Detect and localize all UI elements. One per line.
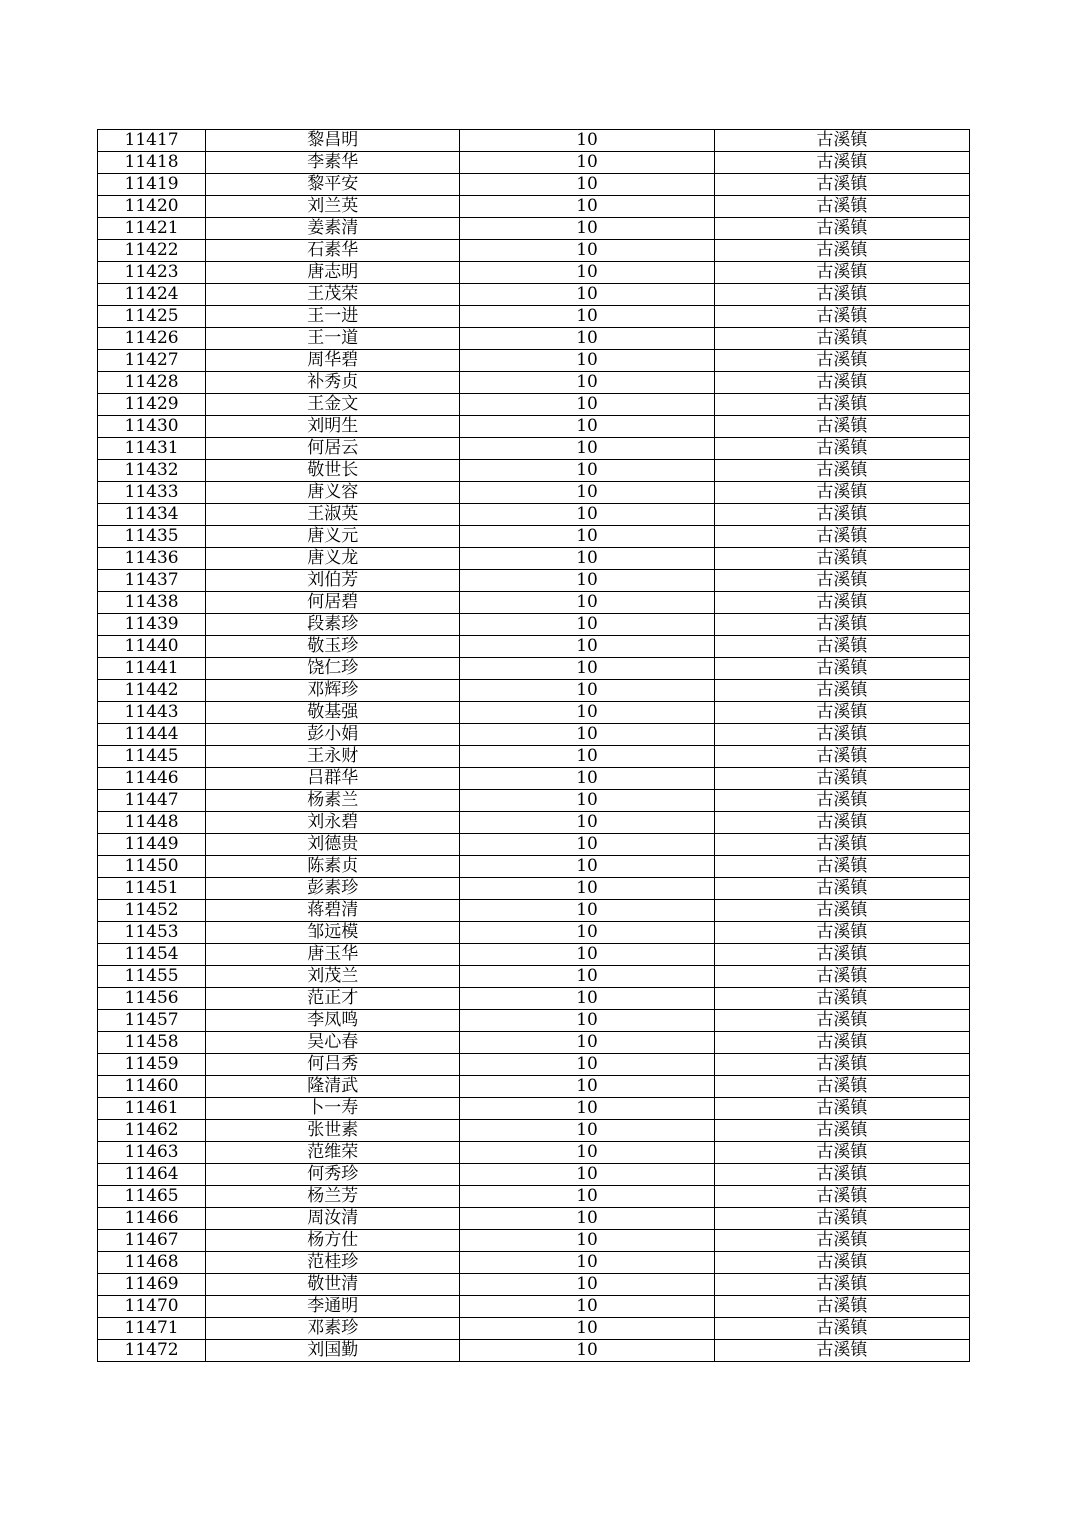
row-name-cell: 陈素贞 (206, 856, 460, 878)
row-town-cell: 古溪镇 (714, 834, 969, 856)
row-town-cell: 古溪镇 (714, 350, 969, 372)
table-row (98, 350, 970, 372)
row-amount-cell: 10 (460, 240, 714, 262)
row-id-cell: 11451 (98, 878, 206, 900)
table-row (98, 526, 970, 548)
table-row (98, 306, 970, 328)
row-town-cell: 古溪镇 (714, 768, 969, 790)
row-amount-cell: 10 (460, 196, 714, 218)
row-amount-cell: 10 (460, 350, 714, 372)
table-row (98, 1252, 970, 1274)
row-town-cell: 古溪镇 (714, 1252, 969, 1274)
row-id-cell: 11462 (98, 1120, 206, 1142)
row-id-cell: 11472 (98, 1340, 206, 1362)
row-id-cell: 11439 (98, 614, 206, 636)
table-row (98, 944, 970, 966)
row-town-cell: 古溪镇 (714, 130, 969, 152)
table-row (98, 460, 970, 482)
row-amount-cell: 10 (460, 1274, 714, 1296)
row-amount-cell: 10 (460, 328, 714, 350)
row-town-cell: 古溪镇 (714, 240, 969, 262)
row-amount-cell: 10 (460, 372, 714, 394)
row-id-cell: 11423 (98, 262, 206, 284)
row-name-cell: 黎平安 (206, 174, 460, 196)
row-name-cell: 王永财 (206, 746, 460, 768)
row-name-cell: 杨兰芳 (206, 1186, 460, 1208)
table-row (98, 130, 970, 152)
row-id-cell: 11440 (98, 636, 206, 658)
row-town-cell: 古溪镇 (714, 372, 969, 394)
row-id-cell: 11452 (98, 900, 206, 922)
row-town-cell: 古溪镇 (714, 570, 969, 592)
row-id-cell: 11461 (98, 1098, 206, 1120)
table-row (98, 1230, 970, 1252)
row-id-cell: 11447 (98, 790, 206, 812)
row-id-cell: 11418 (98, 152, 206, 174)
row-amount-cell: 10 (460, 1252, 714, 1274)
row-amount-cell: 10 (460, 592, 714, 614)
row-name-cell: 彭小娟 (206, 724, 460, 746)
table-row (98, 174, 970, 196)
row-id-cell: 11467 (98, 1230, 206, 1252)
table-row (98, 812, 970, 834)
row-amount-cell: 10 (460, 1098, 714, 1120)
row-id-cell: 11442 (98, 680, 206, 702)
row-id-cell: 11426 (98, 328, 206, 350)
row-id-cell: 11431 (98, 438, 206, 460)
table-row (98, 1296, 970, 1318)
row-name-cell: 刘兰英 (206, 196, 460, 218)
table-row (98, 196, 970, 218)
row-name-cell: 王淑英 (206, 504, 460, 526)
table-row (98, 592, 970, 614)
row-id-cell: 11430 (98, 416, 206, 438)
row-amount-cell: 10 (460, 636, 714, 658)
row-name-cell: 隆清武 (206, 1076, 460, 1098)
row-id-cell: 11470 (98, 1296, 206, 1318)
row-amount-cell: 10 (460, 1120, 714, 1142)
row-name-cell: 何吕秀 (206, 1054, 460, 1076)
row-amount-cell: 10 (460, 768, 714, 790)
row-id-cell: 11441 (98, 658, 206, 680)
row-name-cell: 张世素 (206, 1120, 460, 1142)
row-town-cell: 古溪镇 (714, 1274, 969, 1296)
row-town-cell: 古溪镇 (714, 1032, 969, 1054)
row-id-cell: 11443 (98, 702, 206, 724)
row-id-cell: 11417 (98, 130, 206, 152)
row-name-cell: 范桂珍 (206, 1252, 460, 1274)
row-town-cell: 古溪镇 (714, 174, 969, 196)
table-row (98, 240, 970, 262)
row-amount-cell: 10 (460, 1142, 714, 1164)
row-name-cell: 杨素兰 (206, 790, 460, 812)
row-id-cell: 11428 (98, 372, 206, 394)
row-name-cell: 邓素珍 (206, 1318, 460, 1340)
row-town-cell: 古溪镇 (714, 196, 969, 218)
row-amount-cell: 10 (460, 306, 714, 328)
row-id-cell: 11458 (98, 1032, 206, 1054)
table-body (98, 130, 970, 1362)
row-id-cell: 11420 (98, 196, 206, 218)
row-id-cell: 11471 (98, 1318, 206, 1340)
row-name-cell: 王一道 (206, 328, 460, 350)
row-id-cell: 11444 (98, 724, 206, 746)
row-name-cell: 敬基强 (206, 702, 460, 724)
row-id-cell: 11445 (98, 746, 206, 768)
row-id-cell: 11459 (98, 1054, 206, 1076)
row-amount-cell: 10 (460, 1032, 714, 1054)
row-town-cell: 古溪镇 (714, 394, 969, 416)
row-name-cell: 范维荣 (206, 1142, 460, 1164)
table-row (98, 548, 970, 570)
row-town-cell: 古溪镇 (714, 812, 969, 834)
row-id-cell: 11448 (98, 812, 206, 834)
table-row (98, 1010, 970, 1032)
row-town-cell: 古溪镇 (714, 922, 969, 944)
row-name-cell: 敬世清 (206, 1274, 460, 1296)
row-amount-cell: 10 (460, 1054, 714, 1076)
row-id-cell: 11435 (98, 526, 206, 548)
table-row (98, 768, 970, 790)
row-town-cell: 古溪镇 (714, 900, 969, 922)
row-name-cell: 吕群华 (206, 768, 460, 790)
row-amount-cell: 10 (460, 1010, 714, 1032)
row-name-cell: 刘明生 (206, 416, 460, 438)
row-name-cell: 姜素清 (206, 218, 460, 240)
row-town-cell: 古溪镇 (714, 1142, 969, 1164)
row-id-cell: 11432 (98, 460, 206, 482)
row-amount-cell: 10 (460, 878, 714, 900)
row-amount-cell: 10 (460, 702, 714, 724)
table-row (98, 438, 970, 460)
row-amount-cell: 10 (460, 944, 714, 966)
row-town-cell: 古溪镇 (714, 944, 969, 966)
table-row (98, 262, 970, 284)
table-row (98, 1318, 970, 1340)
table-row (98, 1098, 970, 1120)
row-id-cell: 11463 (98, 1142, 206, 1164)
row-amount-cell: 10 (460, 460, 714, 482)
row-amount-cell: 10 (460, 262, 714, 284)
table-row (98, 680, 970, 702)
row-amount-cell: 10 (460, 812, 714, 834)
table-row (98, 746, 970, 768)
row-id-cell: 11427 (98, 350, 206, 372)
row-id-cell: 11468 (98, 1252, 206, 1274)
row-town-cell: 古溪镇 (714, 1010, 969, 1032)
table-row (98, 570, 970, 592)
table-row (98, 394, 970, 416)
row-name-cell: 范正才 (206, 988, 460, 1010)
row-amount-cell: 10 (460, 1186, 714, 1208)
row-name-cell: 唐义容 (206, 482, 460, 504)
row-name-cell: 吴心春 (206, 1032, 460, 1054)
table-row (98, 482, 970, 504)
row-amount-cell: 10 (460, 504, 714, 526)
row-name-cell: 饶仁珍 (206, 658, 460, 680)
row-id-cell: 11457 (98, 1010, 206, 1032)
row-town-cell: 古溪镇 (714, 218, 969, 240)
table-row (98, 900, 970, 922)
row-id-cell: 11465 (98, 1186, 206, 1208)
table-row (98, 284, 970, 306)
row-town-cell: 古溪镇 (714, 702, 969, 724)
table-row (98, 218, 970, 240)
row-town-cell: 古溪镇 (714, 878, 969, 900)
table-row (98, 724, 970, 746)
row-name-cell: 刘伯芳 (206, 570, 460, 592)
recipient-table (97, 129, 970, 1362)
row-id-cell: 11456 (98, 988, 206, 1010)
table-row (98, 878, 970, 900)
row-name-cell: 何秀珍 (206, 1164, 460, 1186)
table-row (98, 416, 970, 438)
row-amount-cell: 10 (460, 1076, 714, 1098)
row-amount-cell: 10 (460, 988, 714, 1010)
row-id-cell: 11450 (98, 856, 206, 878)
row-amount-cell: 10 (460, 922, 714, 944)
row-town-cell: 古溪镇 (714, 1054, 969, 1076)
table-row (98, 1164, 970, 1186)
row-amount-cell: 10 (460, 614, 714, 636)
row-amount-cell: 10 (460, 1318, 714, 1340)
row-name-cell: 李凤鸣 (206, 1010, 460, 1032)
table-row (98, 1120, 970, 1142)
table-row (98, 1274, 970, 1296)
table-row (98, 856, 970, 878)
table-row (98, 790, 970, 812)
row-name-cell: 刘德贵 (206, 834, 460, 856)
row-id-cell: 11455 (98, 966, 206, 988)
row-town-cell: 古溪镇 (714, 262, 969, 284)
table-row (98, 834, 970, 856)
row-name-cell: 李通明 (206, 1296, 460, 1318)
row-amount-cell: 10 (460, 174, 714, 196)
row-id-cell: 11438 (98, 592, 206, 614)
row-town-cell: 古溪镇 (714, 1120, 969, 1142)
row-town-cell: 古溪镇 (714, 1318, 969, 1340)
row-amount-cell: 10 (460, 152, 714, 174)
row-town-cell: 古溪镇 (714, 416, 969, 438)
row-name-cell: 唐义龙 (206, 548, 460, 570)
row-name-cell: 唐玉华 (206, 944, 460, 966)
row-name-cell: 石素华 (206, 240, 460, 262)
row-amount-cell: 10 (460, 966, 714, 988)
row-town-cell: 古溪镇 (714, 790, 969, 812)
row-name-cell: 李素华 (206, 152, 460, 174)
row-town-cell: 古溪镇 (714, 482, 969, 504)
row-id-cell: 11453 (98, 922, 206, 944)
row-name-cell: 卜一寿 (206, 1098, 460, 1120)
row-id-cell: 11425 (98, 306, 206, 328)
row-town-cell: 古溪镇 (714, 526, 969, 548)
row-name-cell: 敬玉珍 (206, 636, 460, 658)
table-row (98, 1186, 970, 1208)
row-town-cell: 古溪镇 (714, 1164, 969, 1186)
row-amount-cell: 10 (460, 394, 714, 416)
row-amount-cell: 10 (460, 680, 714, 702)
row-amount-cell: 10 (460, 856, 714, 878)
row-town-cell: 古溪镇 (714, 438, 969, 460)
row-id-cell: 11446 (98, 768, 206, 790)
row-town-cell: 古溪镇 (714, 856, 969, 878)
row-amount-cell: 10 (460, 548, 714, 570)
row-town-cell: 古溪镇 (714, 284, 969, 306)
row-name-cell: 唐志明 (206, 262, 460, 284)
row-amount-cell: 10 (460, 482, 714, 504)
row-town-cell: 古溪镇 (714, 1076, 969, 1098)
row-name-cell: 王一进 (206, 306, 460, 328)
row-amount-cell: 10 (460, 1340, 714, 1362)
row-name-cell: 刘永碧 (206, 812, 460, 834)
row-id-cell: 11436 (98, 548, 206, 570)
row-amount-cell: 10 (460, 570, 714, 592)
row-id-cell: 11466 (98, 1208, 206, 1230)
row-amount-cell: 10 (460, 658, 714, 680)
row-id-cell: 11464 (98, 1164, 206, 1186)
table-row (98, 504, 970, 526)
row-amount-cell: 10 (460, 218, 714, 240)
table-row (98, 328, 970, 350)
row-amount-cell: 10 (460, 416, 714, 438)
row-id-cell: 11419 (98, 174, 206, 196)
row-id-cell: 11422 (98, 240, 206, 262)
row-town-cell: 古溪镇 (714, 460, 969, 482)
row-amount-cell: 10 (460, 526, 714, 548)
table-row (98, 1076, 970, 1098)
row-amount-cell: 10 (460, 1208, 714, 1230)
row-town-cell: 古溪镇 (714, 680, 969, 702)
table-row (98, 1142, 970, 1164)
row-amount-cell: 10 (460, 284, 714, 306)
row-name-cell: 黎昌明 (206, 130, 460, 152)
row-town-cell: 古溪镇 (714, 988, 969, 1010)
row-town-cell: 古溪镇 (714, 1230, 969, 1252)
table-row (98, 1208, 970, 1230)
row-name-cell: 刘茂兰 (206, 966, 460, 988)
row-id-cell: 11449 (98, 834, 206, 856)
table-row (98, 988, 970, 1010)
row-name-cell: 邹远模 (206, 922, 460, 944)
row-town-cell: 古溪镇 (714, 966, 969, 988)
row-name-cell: 补秀贞 (206, 372, 460, 394)
row-id-cell: 11424 (98, 284, 206, 306)
row-town-cell: 古溪镇 (714, 1208, 969, 1230)
table-row (98, 1340, 970, 1362)
row-town-cell: 古溪镇 (714, 592, 969, 614)
row-id-cell: 11460 (98, 1076, 206, 1098)
table-row (98, 966, 970, 988)
row-id-cell: 11454 (98, 944, 206, 966)
row-town-cell: 古溪镇 (714, 1296, 969, 1318)
row-id-cell: 11434 (98, 504, 206, 526)
row-town-cell: 古溪镇 (714, 746, 969, 768)
row-name-cell: 彭素珍 (206, 878, 460, 900)
table-row (98, 922, 970, 944)
row-name-cell: 王金文 (206, 394, 460, 416)
row-id-cell: 11433 (98, 482, 206, 504)
row-town-cell: 古溪镇 (714, 636, 969, 658)
row-amount-cell: 10 (460, 834, 714, 856)
row-amount-cell: 10 (460, 438, 714, 460)
row-amount-cell: 10 (460, 724, 714, 746)
row-town-cell: 古溪镇 (714, 152, 969, 174)
row-amount-cell: 10 (460, 746, 714, 768)
row-amount-cell: 10 (460, 1296, 714, 1318)
row-name-cell: 刘国勤 (206, 1340, 460, 1362)
row-town-cell: 古溪镇 (714, 1098, 969, 1120)
row-amount-cell: 10 (460, 900, 714, 922)
row-amount-cell: 10 (460, 1230, 714, 1252)
row-town-cell: 古溪镇 (714, 306, 969, 328)
row-town-cell: 古溪镇 (714, 504, 969, 526)
table-row (98, 372, 970, 394)
row-name-cell: 敬世长 (206, 460, 460, 482)
table-row (98, 614, 970, 636)
row-town-cell: 古溪镇 (714, 548, 969, 570)
row-id-cell: 11469 (98, 1274, 206, 1296)
row-name-cell: 段素珍 (206, 614, 460, 636)
row-name-cell: 蒋碧清 (206, 900, 460, 922)
row-amount-cell: 10 (460, 130, 714, 152)
table-row (98, 1032, 970, 1054)
row-id-cell: 11429 (98, 394, 206, 416)
row-town-cell: 古溪镇 (714, 614, 969, 636)
table-row (98, 636, 970, 658)
table-row (98, 152, 970, 174)
row-town-cell: 古溪镇 (714, 1340, 969, 1362)
table-row (98, 1054, 970, 1076)
row-id-cell: 11421 (98, 218, 206, 240)
table-row (98, 658, 970, 680)
row-name-cell: 周华碧 (206, 350, 460, 372)
row-town-cell: 古溪镇 (714, 1186, 969, 1208)
row-town-cell: 古溪镇 (714, 658, 969, 680)
row-amount-cell: 10 (460, 1164, 714, 1186)
row-name-cell: 何居云 (206, 438, 460, 460)
row-town-cell: 古溪镇 (714, 724, 969, 746)
row-amount-cell: 10 (460, 790, 714, 812)
row-name-cell: 周汝清 (206, 1208, 460, 1230)
row-name-cell: 杨方仕 (206, 1230, 460, 1252)
row-id-cell: 11437 (98, 570, 206, 592)
row-name-cell: 何居碧 (206, 592, 460, 614)
row-town-cell: 古溪镇 (714, 328, 969, 350)
row-name-cell: 邓辉珍 (206, 680, 460, 702)
row-name-cell: 唐义元 (206, 526, 460, 548)
row-name-cell: 王茂荣 (206, 284, 460, 306)
table-row (98, 702, 970, 724)
